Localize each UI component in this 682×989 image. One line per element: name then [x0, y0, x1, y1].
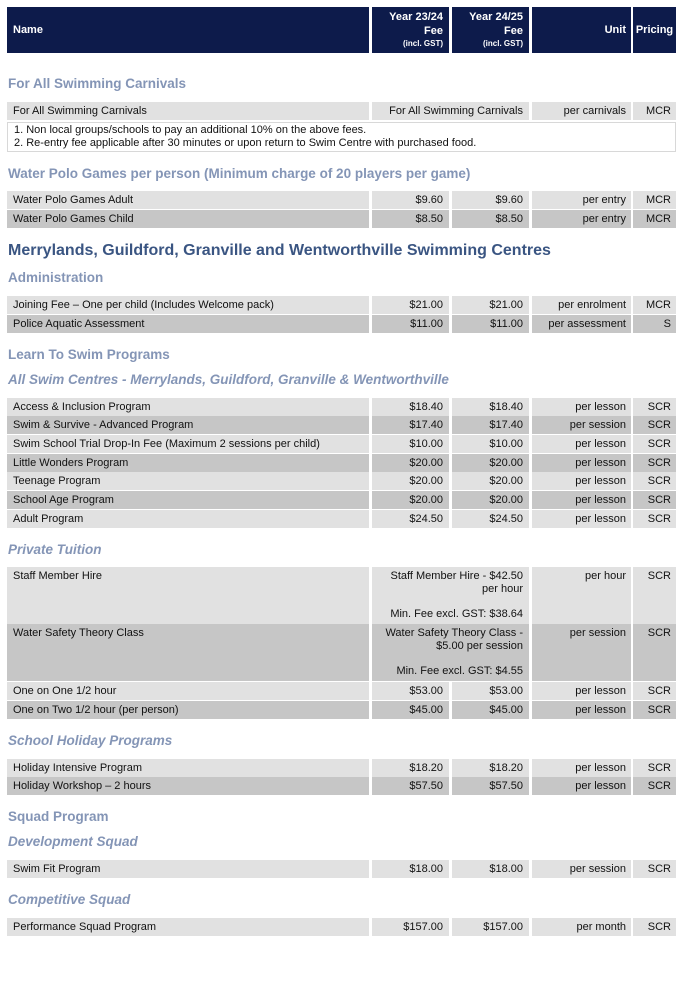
- table-row: [0, 296, 682, 314]
- table-row: [0, 491, 682, 509]
- row-fee-2324: $17.40: [372, 416, 449, 434]
- row-fee-2324: $18.00: [372, 860, 449, 878]
- table-row: [0, 759, 682, 777]
- row-pricing: SCR: [633, 454, 676, 472]
- row-fee-2425: $53.00: [452, 682, 529, 700]
- section-heading-learn-to-swim: Learn To Swim Programs: [8, 347, 170, 362]
- row-unit: per lesson: [532, 472, 631, 490]
- row-fee-2324: $53.00: [372, 682, 449, 700]
- row-unit: per lesson: [532, 435, 631, 453]
- row-name: Staff Member Hire: [7, 567, 369, 624]
- header-year-2324-label: Year 23/24: [389, 11, 443, 23]
- section-heading-centres: Merrylands, Guildford, Granville and Wentworthville Swimming Centres: [8, 242, 551, 259]
- header-year-2425-label: Year 24/25: [469, 11, 523, 23]
- header-fee-label: Fee: [424, 25, 443, 37]
- row-name: Water Polo Games Child: [7, 210, 369, 228]
- subheading-development-squad: Development Squad: [8, 834, 138, 849]
- row-name: Teenage Program: [7, 472, 369, 490]
- row-unit: per entry: [532, 191, 631, 209]
- row-fee-2425: $20.00: [452, 454, 529, 472]
- row-name: Holiday Intensive Program: [7, 759, 369, 777]
- row-name: Swim School Trial Drop-In Fee (Maximum 2 sessions per child): [7, 435, 369, 453]
- row-unit: per lesson: [532, 777, 631, 795]
- row-pricing: SCR: [633, 860, 676, 878]
- row-fee-2425: $18.20: [452, 759, 529, 777]
- row-name: Swim Fit Program: [7, 860, 369, 878]
- header-gst-label: (incl. GST): [483, 39, 523, 48]
- row-fee-2324: $9.60: [372, 191, 449, 209]
- row-pricing: SCR: [633, 567, 676, 624]
- section-heading-administration: Administration: [8, 270, 104, 285]
- header-pricing-column: [633, 7, 676, 53]
- row-unit: per session: [532, 416, 631, 434]
- table-row: [0, 701, 682, 719]
- row-unit: per assessment: [532, 315, 631, 333]
- header-pricing-label: Pricing: [635, 24, 674, 36]
- row-fee-2425: $17.40: [452, 416, 529, 434]
- row-fee-2324: $18.40: [372, 398, 449, 416]
- row-name: Joining Fee – One per child (Includes Welcome pack): [7, 296, 369, 314]
- row-fee-2425: $20.00: [452, 472, 529, 490]
- table-row: [0, 315, 682, 333]
- subheading-competitive-squad: Competitive Squad: [8, 892, 131, 907]
- note-line: 2. Re-entry fee applicable after 30 minutes or upon return to Swim Centre with purchased food.: [14, 137, 477, 149]
- row-fee-2425: $157.00: [452, 918, 529, 936]
- row-unit: per session: [532, 860, 631, 878]
- row-name: Holiday Workshop – 2 hours: [7, 777, 369, 795]
- row-pricing: MCR: [633, 296, 676, 314]
- row-unit: per lesson: [532, 759, 631, 777]
- row-unit: per entry: [532, 210, 631, 228]
- row-fee-2324: $57.50: [372, 777, 449, 795]
- header-gst-label: (incl. GST): [403, 39, 443, 48]
- header-name-label: Name: [13, 24, 43, 36]
- row-fee-2324: $20.00: [372, 472, 449, 490]
- row-fee-2425: $21.00: [452, 296, 529, 314]
- row-unit: per lesson: [532, 491, 631, 509]
- table-row: [0, 416, 682, 434]
- row-pricing: SCR: [633, 624, 676, 681]
- row-unit: per lesson: [532, 510, 631, 528]
- table-row: [0, 102, 682, 120]
- row-name: Water Safety Theory Class: [7, 624, 369, 681]
- row-pricing: MCR: [633, 102, 676, 120]
- table-row: [0, 210, 682, 228]
- row-pricing: SCR: [633, 918, 676, 936]
- row-name: Little Wonders Program: [7, 454, 369, 472]
- row-fee-2324: $20.00: [372, 454, 449, 472]
- row-fee-2425: $8.50: [452, 210, 529, 228]
- row-unit: per enrolment: [532, 296, 631, 314]
- row-fee-2324: $157.00: [372, 918, 449, 936]
- row-pricing: SCR: [633, 701, 676, 719]
- table-row: [0, 454, 682, 472]
- row-fee: For All Swimming Carnivals: [372, 102, 529, 120]
- section-heading-squad: Squad Program: [8, 809, 109, 824]
- row-fee-2425: $24.50: [452, 510, 529, 528]
- table-row: [0, 435, 682, 453]
- row-pricing: MCR: [633, 210, 676, 228]
- row-pricing: SCR: [633, 759, 676, 777]
- row-fee-2324: $20.00: [372, 491, 449, 509]
- row-name: Police Aquatic Assessment: [7, 315, 369, 333]
- row-fee-2324: $18.20: [372, 759, 449, 777]
- row-name: One on One 1/2 hour: [7, 682, 369, 700]
- subheading-all-swim-centres: All Swim Centres - Merrylands, Guildford, Granville & Wentworthville: [8, 372, 449, 387]
- table-row: [0, 624, 682, 681]
- row-fee-2324: $8.50: [372, 210, 449, 228]
- row-unit: per hour: [532, 567, 631, 624]
- section-heading-private-tuition: Private Tuition: [8, 542, 102, 557]
- row-name: One on Two 1/2 hour (per person): [7, 701, 369, 719]
- table-row: [0, 510, 682, 528]
- row-fee-2324: $11.00: [372, 315, 449, 333]
- row-fee-2425: $57.50: [452, 777, 529, 795]
- row-name: Adult Program: [7, 510, 369, 528]
- min-fee: Min. Fee excl. GST: $38.64: [390, 608, 523, 620]
- row-pricing: SCR: [633, 435, 676, 453]
- table-row: [0, 860, 682, 878]
- fee-line: per hour: [482, 583, 523, 595]
- row-unit: per session: [532, 624, 631, 681]
- row-fee: [372, 567, 529, 624]
- row-name: For All Swimming Carnivals: [7, 102, 369, 120]
- table-row: [0, 191, 682, 209]
- header-fee-label: Fee: [504, 25, 523, 37]
- table-row: [0, 567, 682, 624]
- row-fee-2425: $10.00: [452, 435, 529, 453]
- table-row: [0, 472, 682, 490]
- table-row: [0, 777, 682, 795]
- header-unit-label: Unit: [604, 24, 626, 36]
- carnival-notes: [7, 122, 676, 152]
- header-year-2324-column: [372, 7, 449, 53]
- table-row: [0, 682, 682, 700]
- row-name: Swim & Survive - Advanced Program: [7, 416, 369, 434]
- header-unit-column: [532, 7, 631, 53]
- section-heading-school-holiday: School Holiday Programs: [8, 733, 173, 748]
- fee-line: Water Safety Theory Class -: [385, 627, 523, 639]
- row-fee-2324: $24.50: [372, 510, 449, 528]
- row-name: Performance Squad Program: [7, 918, 369, 936]
- row-pricing: S: [633, 315, 676, 333]
- note-line: 1. Non local groups/schools to pay an additional 10% on the above fees.: [14, 124, 367, 136]
- table-row: [0, 918, 682, 936]
- row-fee-2324: $45.00: [372, 701, 449, 719]
- row-fee-2425: $18.00: [452, 860, 529, 878]
- fee-line: $5.00 per session: [436, 640, 523, 652]
- row-pricing: SCR: [633, 682, 676, 700]
- row-pricing: SCR: [633, 416, 676, 434]
- section-heading-water-polo: Water Polo Games per person (Minimum charge of 20 players per game): [8, 166, 471, 181]
- fee-line: Staff Member Hire - $42.50: [390, 570, 523, 582]
- row-pricing: MCR: [633, 191, 676, 209]
- row-pricing: SCR: [633, 510, 676, 528]
- header-name-column: [7, 7, 369, 53]
- row-unit: per lesson: [532, 701, 631, 719]
- row-fee-2425: $18.40: [452, 398, 529, 416]
- table-row: [0, 398, 682, 416]
- row-unit: per lesson: [532, 398, 631, 416]
- row-fee-2324: $21.00: [372, 296, 449, 314]
- row-unit: per month: [532, 918, 631, 936]
- row-unit: per lesson: [532, 454, 631, 472]
- row-fee-2324: $10.00: [372, 435, 449, 453]
- row-pricing: SCR: [633, 398, 676, 416]
- header-year-2425-column: [452, 7, 529, 53]
- row-name: Water Polo Games Adult: [7, 191, 369, 209]
- row-fee-2425: $20.00: [452, 491, 529, 509]
- row-pricing: SCR: [633, 491, 676, 509]
- row-fee-2425: $11.00: [452, 315, 529, 333]
- row-fee-2425: $45.00: [452, 701, 529, 719]
- row-unit: per lesson: [532, 682, 631, 700]
- section-heading-carnivals: For All Swimming Carnivals: [8, 76, 187, 91]
- row-pricing: SCR: [633, 777, 676, 795]
- min-fee: Min. Fee excl. GST: $4.55: [396, 665, 523, 677]
- row-fee-2425: $9.60: [452, 191, 529, 209]
- row-unit: per carnivals: [532, 102, 631, 120]
- row-fee: [372, 624, 529, 681]
- row-name: School Age Program: [7, 491, 369, 509]
- row-name: Access & Inclusion Program: [7, 398, 369, 416]
- row-pricing: SCR: [633, 472, 676, 490]
